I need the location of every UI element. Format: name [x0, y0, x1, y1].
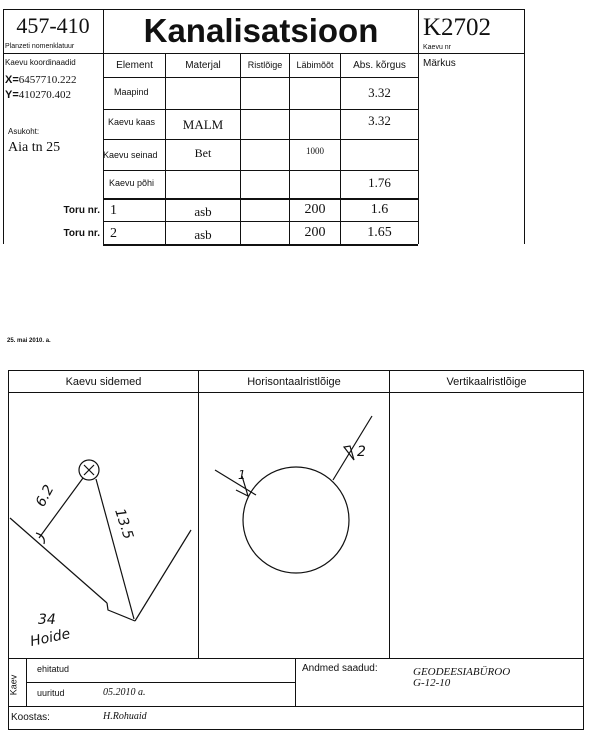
nomenclature-value: 457-410 — [16, 13, 90, 38]
x-value: 6457710.222 — [18, 74, 77, 86]
page-title: Kanalisatsioon — [143, 12, 379, 49]
x-label: X= — [5, 74, 19, 86]
pipe1-korgus: 1.6 — [370, 202, 389, 217]
nomenclature-label: Planzeti nomenklatuur — [5, 43, 75, 50]
address-value: Aia tn 25 — [8, 140, 61, 155]
panel-title-horizontal: Horisontaalristlõige — [247, 376, 341, 388]
compiled-label: Koostas: — [11, 712, 50, 723]
y-label: Y= — [5, 89, 19, 101]
well-number-label: Kaevu nr — [423, 44, 452, 51]
col-markus: Märkus — [423, 58, 456, 69]
col-ristloige: Ristlõige — [247, 60, 283, 70]
data-source-code: G-12-10 — [413, 677, 451, 689]
pipe-1-line — [215, 470, 256, 495]
pipe1-nr: 1 — [110, 203, 117, 218]
pipe2-nr: 2 — [110, 226, 117, 241]
row-pohi-element: Kaevu põhi — [109, 178, 155, 188]
dimension-label-1: 6.2 — [32, 482, 58, 510]
coords-label: Kaevu koordinaadid — [5, 58, 76, 67]
kaev-label: Kaev — [8, 674, 19, 696]
house-number: 34 — [38, 612, 56, 628]
surveyed-value: 05.2010 a. — [103, 687, 146, 698]
data-source-label: Andmed saadud: — [302, 663, 378, 674]
col-element: Element — [116, 60, 153, 71]
compiled-value: H.Rohuaid — [103, 711, 147, 722]
y-value: 410270.402 — [18, 89, 72, 101]
pipe1-labimoot: 200 — [304, 202, 326, 217]
row-kaas-element: Kaevu kaas — [108, 117, 156, 127]
col-materjal: Materjal — [185, 60, 221, 71]
address-label: Asukoht: — [8, 127, 40, 136]
data-source-org: GEODEESIABÜROO — [413, 666, 511, 678]
row-pohi-korgus: 1.76 — [368, 175, 391, 190]
row-seinad-element: Kaevu seinad — [103, 150, 158, 160]
well-cross-section-circle — [243, 467, 349, 573]
dimension-label-2: 13.5 — [111, 506, 137, 542]
house-label: Hoide — [28, 625, 72, 651]
pipe-1-mark: 1 — [238, 468, 246, 482]
surveyed-label: uuritud — [37, 688, 65, 698]
pipe1-materjal: asb — [194, 204, 212, 219]
well-number-value: K2702 — [423, 14, 492, 41]
row-maapind-element: Maapind — [114, 87, 149, 97]
row-seinad-materjal: Bet — [194, 146, 212, 160]
pipe-2-line — [333, 416, 372, 480]
row-seinad-labimoot: 1000 — [306, 146, 324, 156]
property-boundary-line — [10, 518, 107, 603]
row-kaas-materjal: MALM — [182, 117, 224, 132]
panel-title-connections: Kaevu sidemed — [65, 376, 142, 388]
col-korgus: Abs. kõrgus — [353, 60, 406, 71]
pipe2-label: Toru nr. — [63, 228, 100, 239]
pipe1-label: Toru nr. — [63, 205, 100, 216]
well-symbol-cross — [84, 465, 94, 475]
col-labimoot: Läbimõõt — [296, 60, 334, 70]
pipe2-labimoot: 200 — [304, 225, 326, 240]
pipe2-korgus: 1.65 — [367, 225, 392, 240]
pipe-2-mark: 2 — [357, 444, 366, 460]
row-maapind-korgus: 3.32 — [368, 85, 391, 100]
built-label: ehitatud — [37, 664, 70, 674]
panel-title-vertical: Vertikaalristlõige — [446, 376, 527, 388]
property-boundary-line-2 — [135, 530, 191, 621]
row-kaas-korgus: 3.32 — [368, 113, 391, 128]
date-stamp: 25. mai 2010. a. — [7, 338, 51, 344]
pipe2-materjal: asb — [194, 227, 212, 242]
